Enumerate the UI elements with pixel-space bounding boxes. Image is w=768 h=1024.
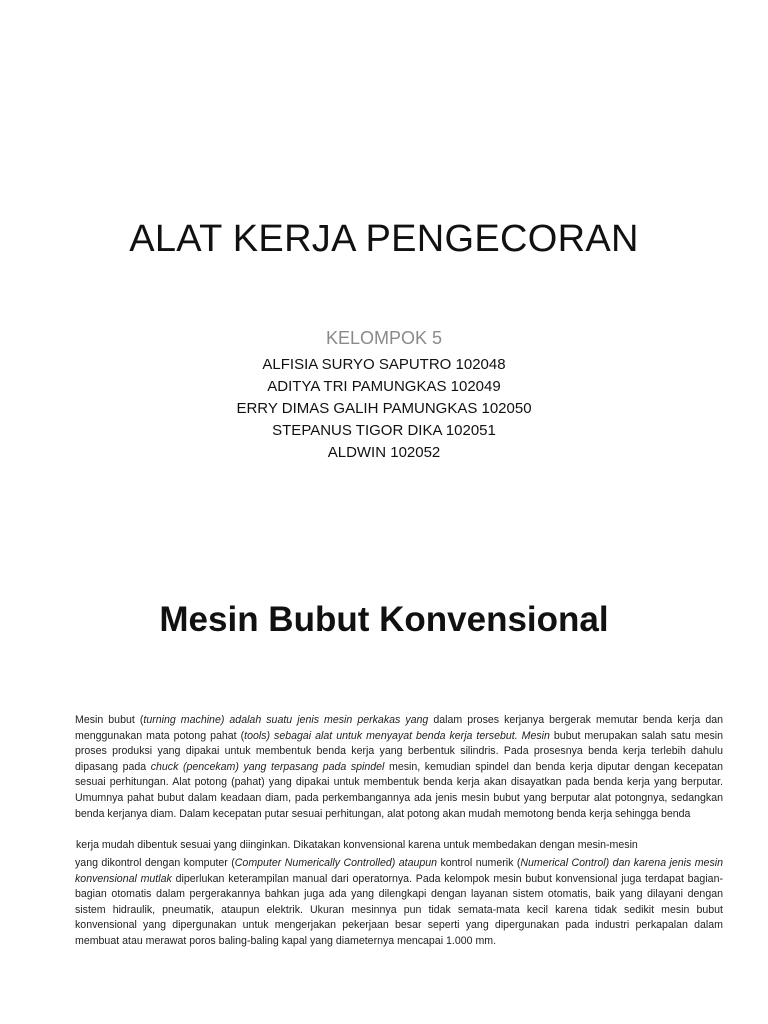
paragraph-2: kerja mudah dibentuk sesuai yang diinginkan. Dikatakan konvensional karena untuk membedakan dengan mesin-mesin: [76, 839, 638, 851]
text-run: dalam proses kerjanya bergerak memutar benda kerja dan menggunakan mata potong pahat (: [75, 714, 724, 742]
text-run: yang dikontrol dengan komputer (: [75, 857, 235, 869]
section-title: Mesin Bubut Konvensional: [159, 600, 609, 639]
italic-run: Numerical Control) dan karena jenis mesin konvensional mutlak: [75, 857, 723, 885]
italic-run: tools) sebagai alat untuk menyayat benda kerja tersebut. Mesin: [244, 729, 550, 742]
italic-run: chuck (pencekam) yang terpasang pada spindel: [150, 760, 385, 773]
paragraph-1: [75, 713, 723, 822]
paragraph-3: [75, 856, 723, 950]
member-item: STEPANUS TIGOR DIKA 102051: [272, 422, 496, 439]
text-run: diperlukan keterampilan manual dari operatornya. Pada kelompok mesin bubut konvensional juga terdapat bagian-bagian otomatis dalam pergerakannya bahkan juga ada yang dilengkapi dengan layanan sistem otomatis, baik yang dilayani dengan sistem hidraulik, pneumatik, ataupun elektrik. Ukuran mesinnya pun tidak semata-mata kecil karena tidak sedikit mesin bubut konvensional yang dipergunakan untuk mengerjakan pekerjaan besar seperti yang dipergunakan pada industri perkapalan dalam membuat atau merawat poros baling-baling kapal yang diameternya mencapai 1.000 mm.: [75, 872, 723, 947]
member-list: [0, 354, 768, 464]
page-title: ALAT KERJA PENGECORAN: [129, 218, 639, 260]
text-run: kontrol numerik (: [437, 857, 521, 869]
member-item: ADITYA TRI PAMUNGKAS 102049: [267, 378, 501, 395]
text-run: Mesin bubut (: [75, 714, 144, 726]
text-run: bubut merupakan salah satu mesin proses produksi yang dipakai untuk membentuk benda kerja yang berbentuk silindris. Pada prosesnya benda kerja terlebih dahulu dipasang pada: [75, 729, 724, 773]
italic-run: turning machine) adalah suatu jenis mesin perkakas yang: [143, 714, 429, 726]
group-label: KELOMPOK 5: [325, 328, 443, 348]
text-run: mesin, kemudian spindel dan benda kerja diputar dengan kecepatan sesuai perhitungan. Alat potong (pahat) yang dipakai untuk membentuk benda kerja akan disayatkan pada benda kerja yang berputar. Umumnya pahat bubut dalam keadaan diam, pada perkembangannya ada jenis mesin bubut yang berputar alat potongnya, sedangkan benda kerjanya diam. Dalam kecepatan putar sesuai perhitungan, alat potong akan mudah memotong benda kerja sehingga benda: [75, 760, 723, 820]
member-item: ERRY DIMAS GALIH PAMUNGKAS 102050: [236, 400, 532, 417]
italic-run: Computer Numerically Controlled) ataupun: [234, 857, 438, 869]
member-item: ALDWIN 102052: [327, 444, 441, 461]
member-item: ALFISIA SURYO SAPUTRO 102048: [262, 356, 506, 373]
